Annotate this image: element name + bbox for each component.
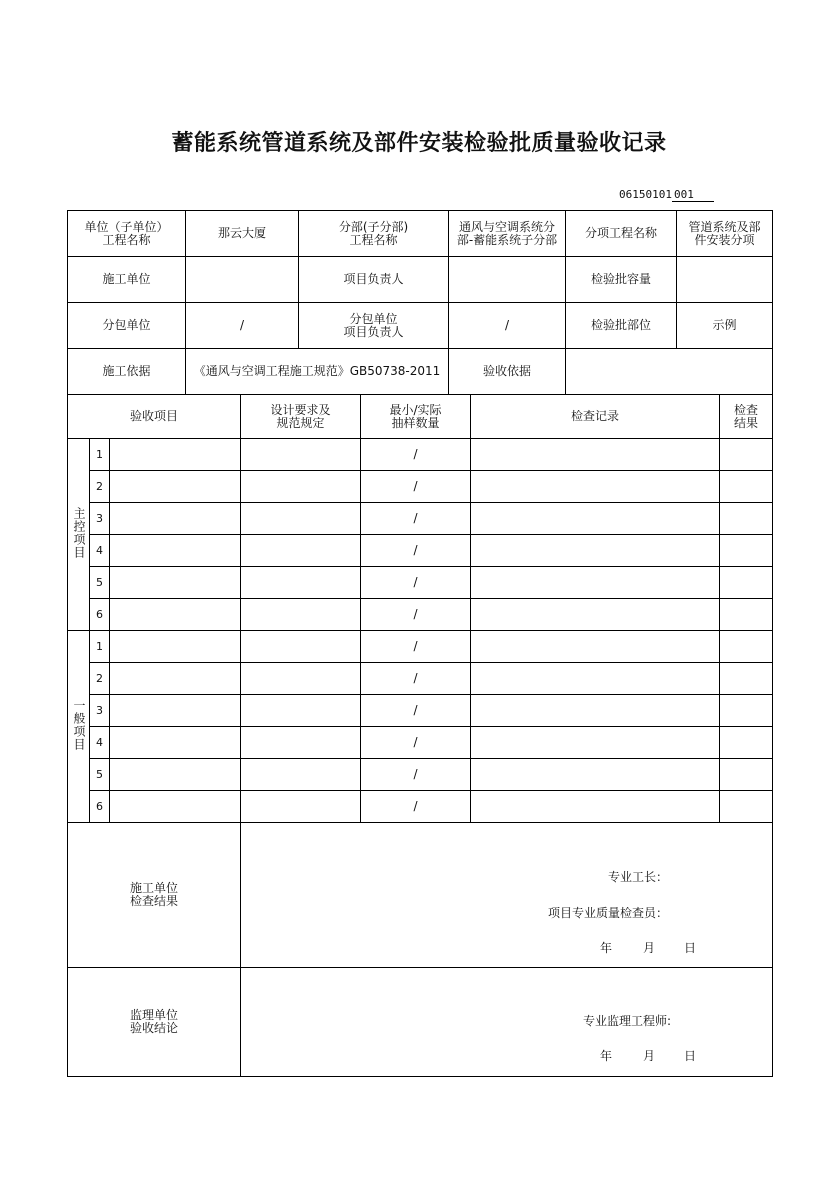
header-info-table [67,210,773,395]
sample-cell[interactable]: / [361,727,471,759]
result-cell[interactable] [720,535,773,567]
contractor-value[interactable] [186,257,299,303]
inspection-items-table [67,394,773,823]
result-cell[interactable] [720,791,773,823]
design-cell[interactable] [241,663,361,695]
sample-cell[interactable]: / [361,471,471,503]
sample-cell[interactable]: / [361,567,471,599]
subcontractor-label: 分包单位 [68,303,186,349]
record-cell[interactable] [471,791,720,823]
table-row [68,535,773,567]
table-row [68,727,773,759]
design-cell[interactable] [241,599,361,631]
result-cell[interactable] [720,503,773,535]
subcontractor-value[interactable]: / [186,303,299,349]
item-cell[interactable] [110,663,241,695]
subcontractor-pm-label: 分包单位 项目负责人 [299,303,449,349]
table-row [68,567,773,599]
column-header-item: 验收项目 [68,395,241,439]
item-cell[interactable] [110,599,241,631]
record-cell[interactable] [471,567,720,599]
table-row [68,503,773,535]
row-number: 4 [90,535,110,567]
design-cell[interactable] [241,567,361,599]
row-number: 3 [90,695,110,727]
record-cell[interactable] [471,535,720,567]
result-cell[interactable] [720,471,773,503]
row-number: 5 [90,567,110,599]
main-control-group-label: 主控项目 [68,439,90,631]
construction-check-label: 施工单位 检查结果 [68,823,241,968]
division-label: 分部(子分部) 工程名称 [299,211,449,257]
table-row [68,663,773,695]
design-cell[interactable] [241,791,361,823]
batch-capacity-value[interactable] [677,257,773,303]
record-cell[interactable] [471,695,720,727]
design-cell[interactable] [241,727,361,759]
quality-inspector-label: 项目专业质量检查员： [547,906,668,920]
item-cell[interactable] [110,471,241,503]
row-number: 1 [90,439,110,471]
result-cell[interactable] [720,599,773,631]
design-cell[interactable] [241,535,361,567]
row-number: 3 [90,503,110,535]
table-row [68,599,773,631]
row-number: 2 [90,471,110,503]
sample-cell[interactable]: / [361,535,471,567]
result-cell[interactable] [720,663,773,695]
sample-cell[interactable]: / [361,695,471,727]
column-header-record: 检查记录 [471,395,720,439]
record-cell[interactable] [471,471,720,503]
design-cell[interactable] [241,759,361,791]
column-header-sample: 最小/实际 抽样数量 [361,395,471,439]
row-number: 4 [90,727,110,759]
document-number [619,188,714,202]
result-cell[interactable] [720,567,773,599]
division-value[interactable]: 通风与空调系统分 部-蓄能系统子分部 [449,211,566,257]
sample-cell[interactable]: / [361,599,471,631]
record-cell[interactable] [471,663,720,695]
date-year-label: 年 [599,941,612,955]
item-cell[interactable] [110,727,241,759]
project-manager-label: 项目负责人 [299,257,449,303]
sample-cell[interactable]: / [361,503,471,535]
item-cell[interactable] [110,535,241,567]
date-month-label: 月 [642,941,655,955]
page-title: 蓄能系统管道系统及部件安装检验批质量验收记录 [171,130,667,156]
supervising-engineer-label: 专业监理工程师: [582,1014,671,1028]
sample-cell[interactable]: / [361,663,471,695]
batch-capacity-label: 检验批容量 [566,257,677,303]
row-number: 1 [90,631,110,663]
subitem-label: 分项工程名称 [566,211,677,257]
item-cell[interactable] [110,631,241,663]
record-cell[interactable] [471,759,720,791]
construction-basis-value[interactable]: 《通风与空调工程施工规范》GB50738-2011 [186,349,449,395]
item-cell[interactable] [110,695,241,727]
result-cell[interactable] [720,439,773,471]
subcontractor-pm-value[interactable]: / [449,303,566,349]
row-number: 2 [90,663,110,695]
foreman-label: 专业工长： [607,870,668,884]
record-cell[interactable] [471,503,720,535]
document-number-prefix: 06150101 [619,188,672,201]
sample-cell[interactable]: / [361,631,471,663]
table-row [68,631,773,663]
table-row [68,695,773,727]
column-header-result: 检查 结果 [720,395,773,439]
result-cell[interactable] [720,759,773,791]
item-cell[interactable] [110,503,241,535]
supervision-area[interactable] [241,968,773,1077]
column-header-design: 设计要求及 规范规定 [241,395,361,439]
item-cell[interactable] [110,759,241,791]
row-number: 6 [90,599,110,631]
sample-cell[interactable]: / [361,439,471,471]
supervision-label: 监理单位 验收结论 [68,968,241,1077]
subitem-value[interactable]: 管道系统及部 件安装分项 [677,211,773,257]
signature-table [67,822,773,1077]
item-cell[interactable] [110,567,241,599]
project-manager-value[interactable] [449,257,566,303]
table-row [68,791,773,823]
table-row [68,759,773,791]
table-row [68,439,773,471]
supervision-date-year-label: 年 [599,1049,612,1063]
design-cell[interactable] [241,503,361,535]
table-row [68,471,773,503]
acceptance-basis-value[interactable] [566,349,773,395]
record-cell[interactable] [471,727,720,759]
batch-location-value[interactable]: 示例 [677,303,773,349]
design-cell[interactable] [241,439,361,471]
record-cell[interactable] [471,631,720,663]
record-cell[interactable] [471,439,720,471]
sample-cell[interactable]: / [361,759,471,791]
sample-cell[interactable]: / [361,791,471,823]
date-day-label: 日 [683,941,696,955]
row-number: 5 [90,759,110,791]
unit-project-label: 单位（子单位） 工程名称 [68,211,186,257]
row-number: 6 [90,791,110,823]
design-cell[interactable] [241,631,361,663]
result-cell[interactable] [720,631,773,663]
item-cell[interactable] [110,791,241,823]
construction-basis-label: 施工依据 [68,349,186,395]
document-number-serial: 001 [672,188,714,202]
result-cell[interactable] [720,727,773,759]
design-cell[interactable] [241,695,361,727]
result-cell[interactable] [720,695,773,727]
unit-project-value[interactable]: 那云大厦 [186,211,299,257]
acceptance-basis-label: 验收依据 [449,349,566,395]
batch-location-label: 检验批部位 [566,303,677,349]
supervision-date-day-label: 日 [683,1049,696,1063]
record-cell[interactable] [471,599,720,631]
supervision-date-month-label: 月 [642,1049,655,1063]
item-cell[interactable] [110,439,241,471]
construction-check-area[interactable] [241,823,773,968]
general-group-label: 一般项目 [68,631,90,823]
contractor-label: 施工单位 [68,257,186,303]
design-cell[interactable] [241,471,361,503]
